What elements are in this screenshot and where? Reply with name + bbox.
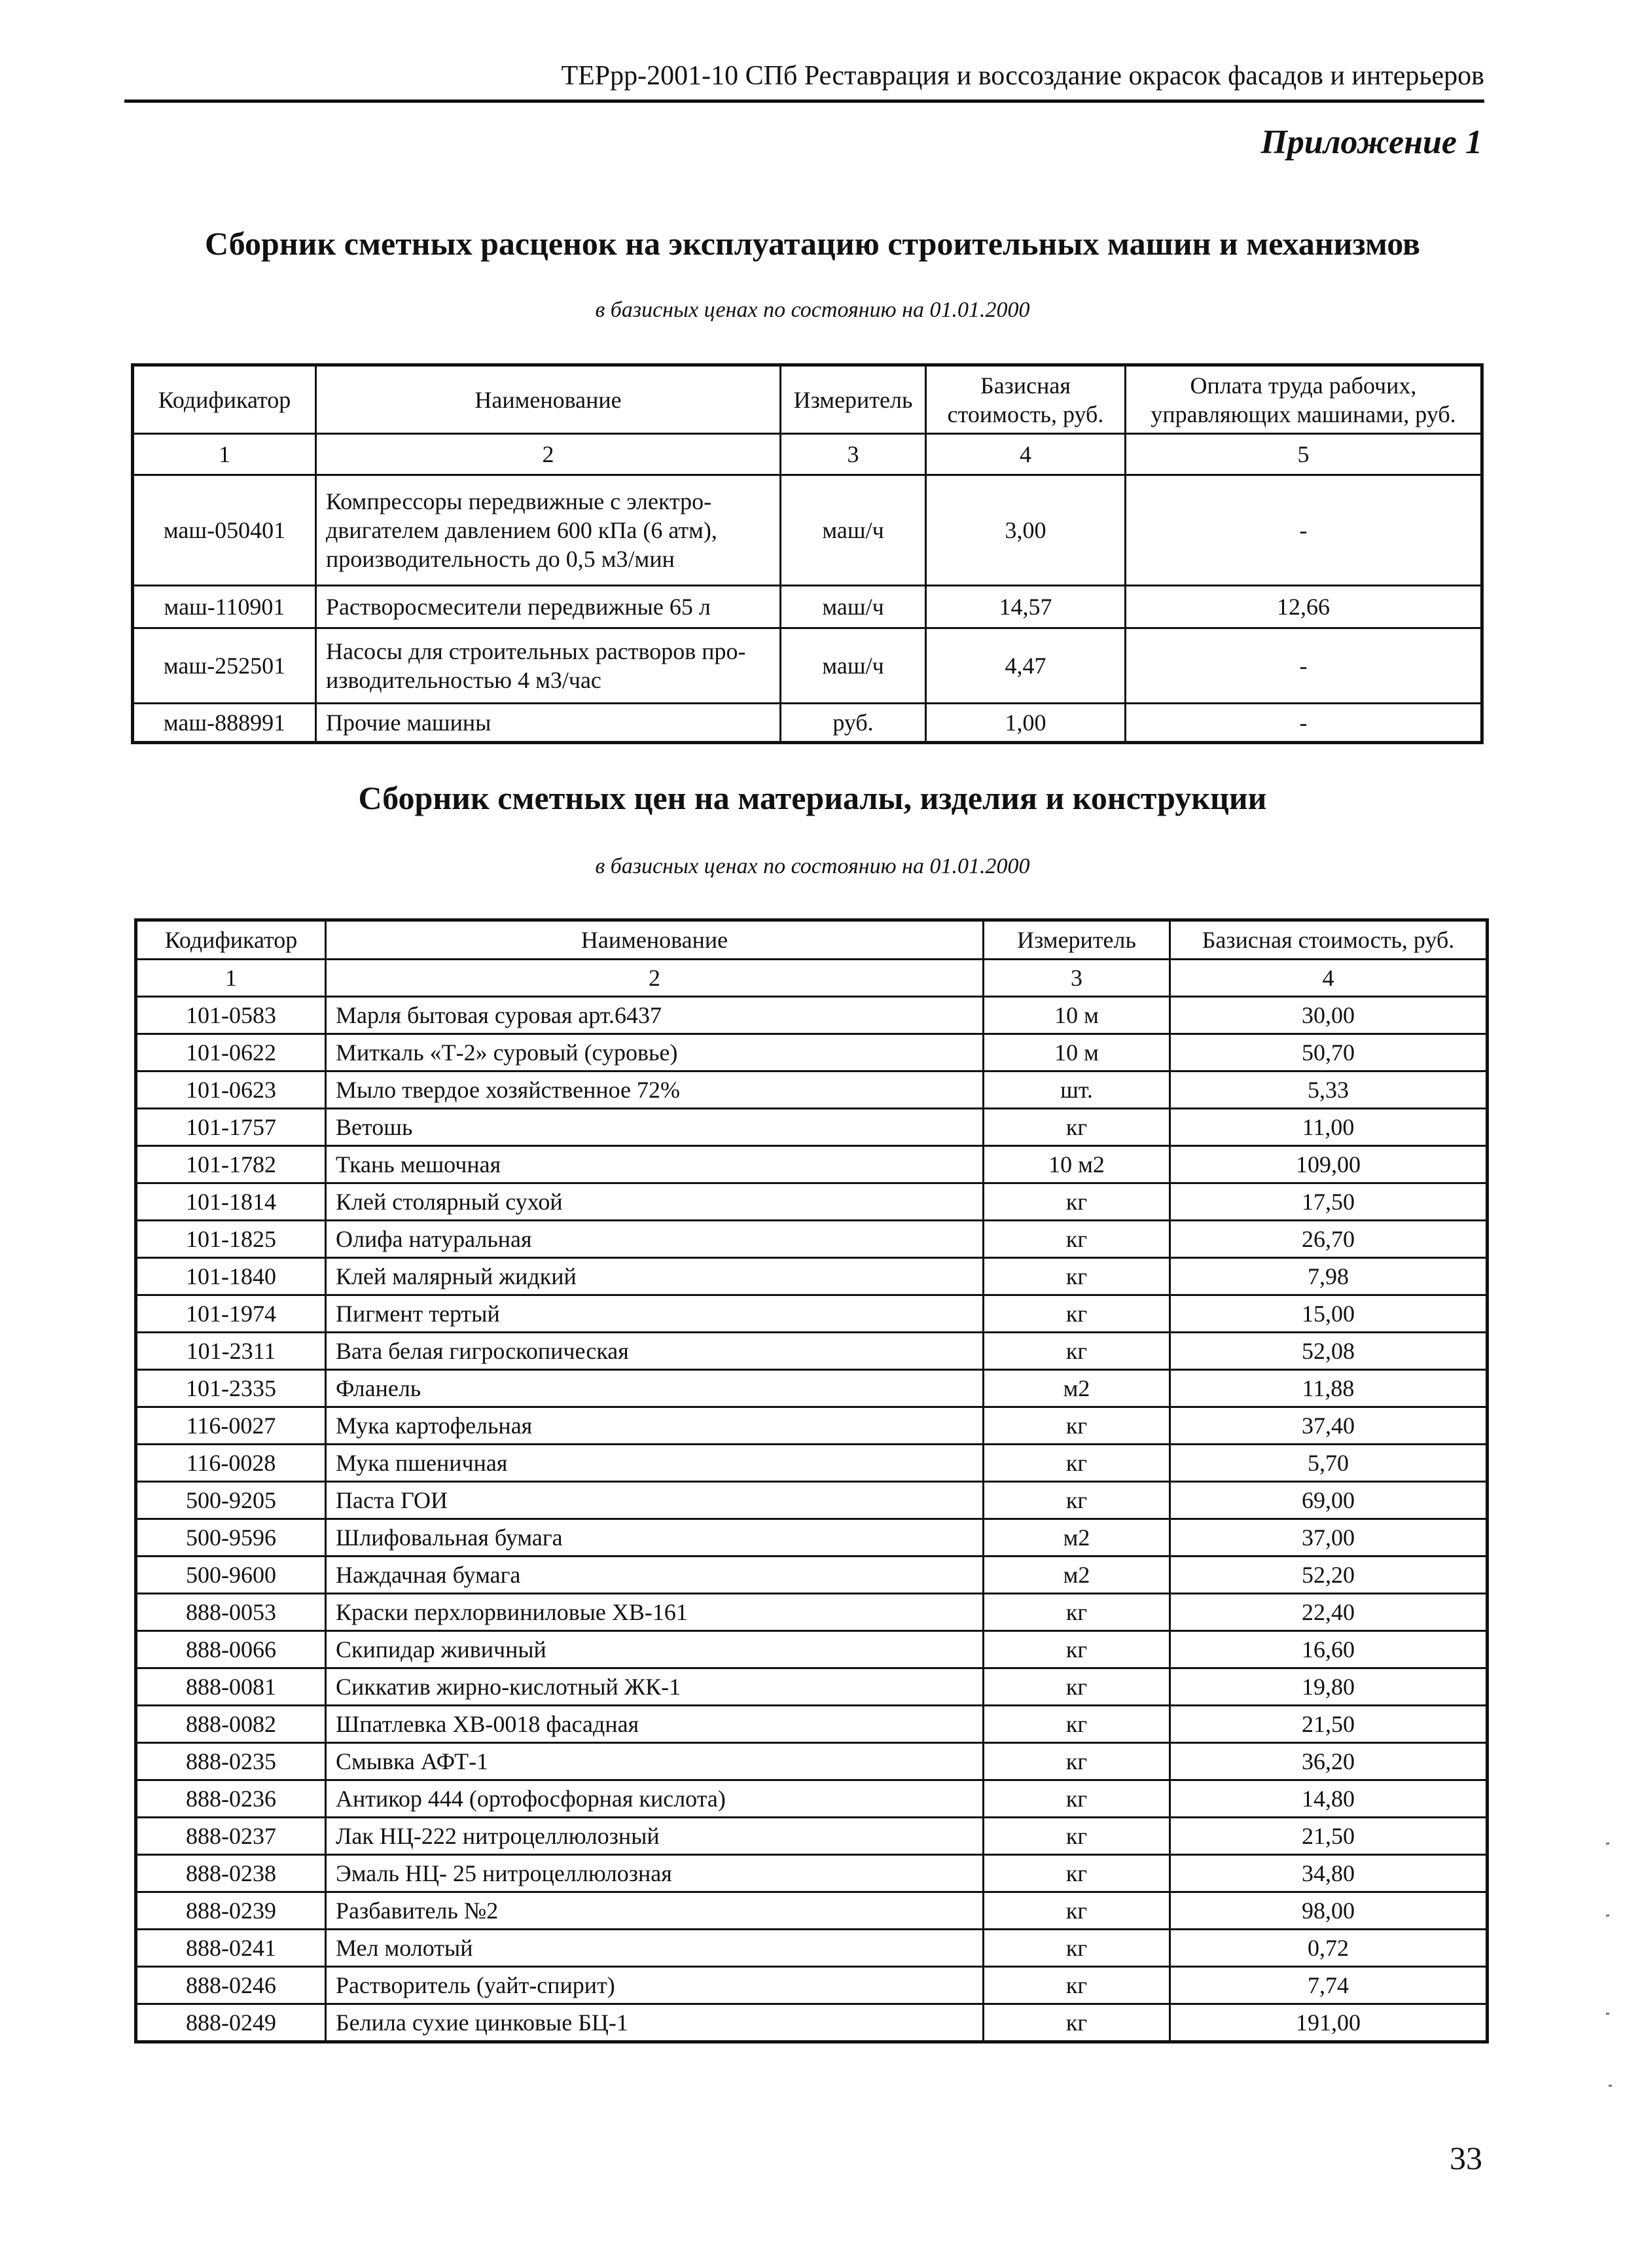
material-code: 888-0066 (136, 1631, 326, 1668)
machines-section-title: Сборник сметных расценок на эксплуатацию строительных машин и механизмов (204, 225, 1420, 262)
material-cost: 5,33 (1170, 1071, 1488, 1109)
material-unit: кг (984, 1743, 1170, 1780)
materials-section-subtitle: в базисных ценах по состоянию на 01.01.2000 (595, 854, 1030, 878)
table-row (136, 1295, 1488, 1333)
material-cost: 37,00 (1170, 1519, 1488, 1557)
material-unit: кг (984, 1333, 1170, 1370)
material-name: Олифа натуральная (326, 1221, 984, 1258)
material-unit: кг (984, 1594, 1170, 1631)
materials-table (134, 918, 1489, 2043)
material-name: Мыло твердое хозяйственное 72% (326, 1071, 984, 1109)
table-row (136, 997, 1488, 1034)
table-row (136, 1967, 1488, 2004)
machines-col-labor-header: Оплата труда рабочих, управляющих машинами, руб. (1126, 365, 1482, 434)
material-code: 101-1840 (136, 1258, 326, 1295)
material-code: 101-0583 (136, 997, 326, 1034)
material-unit: кг (984, 2004, 1170, 2042)
material-cost: 17,50 (1170, 1183, 1488, 1221)
material-unit: кг (984, 1445, 1170, 1482)
material-name: Смывка АФТ-1 (326, 1743, 984, 1780)
header-rule (124, 99, 1484, 103)
material-unit: кг (984, 1295, 1170, 1333)
machine-code: маш-888991 (133, 704, 316, 743)
material-code: 101-0622 (136, 1034, 326, 1071)
material-cost: 15,00 (1170, 1295, 1488, 1333)
table-row (133, 628, 1482, 704)
material-name: Пигмент тертый (326, 1295, 984, 1333)
material-cost: 109,00 (1170, 1146, 1488, 1183)
materials-section-title: Сборник сметных цен на материалы, изделия и конструкции (358, 780, 1267, 816)
material-name: Фланель (326, 1370, 984, 1407)
material-cost: 36,20 (1170, 1743, 1488, 1780)
material-code: 888-0249 (136, 2004, 326, 2042)
material-cost: 21,50 (1170, 1706, 1488, 1743)
table-row (136, 1183, 1488, 1221)
table-row (133, 704, 1482, 743)
material-code: 500-9600 (136, 1557, 326, 1594)
machines-column-number-row (133, 434, 1482, 475)
table-row (136, 1407, 1488, 1445)
material-name: Наждачная бумага (326, 1557, 984, 1594)
material-unit: кг (984, 1892, 1170, 1930)
material-cost: 0,72 (1170, 1930, 1488, 1967)
material-name: Клей столярный сухой (326, 1183, 984, 1221)
material-unit: кг (984, 1258, 1170, 1295)
material-unit: м2 (984, 1557, 1170, 1594)
table-row (136, 1146, 1488, 1183)
material-name: Сиккатив жирно-кислотный ЖК-1 (326, 1668, 984, 1706)
material-unit: кг (984, 1780, 1170, 1818)
materials-table-body (136, 997, 1488, 2042)
material-name: Антикор 444 (ортофосфорная кислота) (326, 1780, 984, 1818)
material-name: Миткаль «Т-2» суровый (суровье) (326, 1034, 984, 1071)
machine-name: Растворосмесители передвижные 65 л (316, 586, 781, 628)
table-row (136, 1706, 1488, 1743)
material-unit: 10 м (984, 1034, 1170, 1071)
material-cost: 22,40 (1170, 1594, 1488, 1631)
table-row (136, 1258, 1488, 1295)
material-cost: 7,74 (1170, 1967, 1488, 2004)
machines-col-cost-header: Базисная стоимость, руб. (926, 365, 1126, 434)
material-unit: 10 м (984, 997, 1170, 1034)
material-code: 888-0235 (136, 1743, 326, 1780)
table-row (136, 2004, 1488, 2042)
material-unit: кг (984, 1109, 1170, 1146)
material-cost: 21,50 (1170, 1818, 1488, 1855)
material-name: Мел молотый (326, 1930, 984, 1967)
table-row (136, 1109, 1488, 1146)
column-number: 4 (1170, 960, 1488, 997)
machines-col-name-header: Наименование (316, 365, 781, 434)
material-code: 888-0236 (136, 1780, 326, 1818)
table-row (136, 1668, 1488, 1706)
table-row (136, 1594, 1488, 1631)
material-unit: 10 м2 (984, 1146, 1170, 1183)
machines-header-row (133, 365, 1482, 434)
material-unit: кг (984, 1407, 1170, 1445)
material-cost: 52,08 (1170, 1333, 1488, 1370)
machine-unit: маш/ч (781, 586, 926, 628)
material-name: Мука пшеничная (326, 1445, 984, 1482)
material-code: 116-0027 (136, 1407, 326, 1445)
table-row (136, 1370, 1488, 1407)
machine-name: Прочие машины (316, 704, 781, 743)
material-code: 888-0081 (136, 1668, 326, 1706)
table-row (136, 1892, 1488, 1930)
material-name: Шпатлевка ХВ-0018 фасадная (326, 1706, 984, 1743)
table-row (136, 1743, 1488, 1780)
column-number: 3 (984, 960, 1170, 997)
material-unit: кг (984, 1818, 1170, 1855)
material-name: Растворитель (уайт-спирит) (326, 1967, 984, 2004)
material-cost: 16,60 (1170, 1631, 1488, 1668)
material-cost: 7,98 (1170, 1258, 1488, 1295)
column-number: 5 (1126, 434, 1482, 475)
machine-name: Насосы для строительных растворов про-изводительностью 4 м3/час (316, 628, 781, 704)
material-cost: 50,70 (1170, 1034, 1488, 1071)
column-number: 1 (133, 434, 316, 475)
machine-code: маш-252501 (133, 628, 316, 704)
material-name: Паста ГОИ (326, 1482, 984, 1519)
material-unit: кг (984, 1930, 1170, 1967)
machine-code: маш-050401 (133, 475, 316, 586)
machine-unit: маш/ч (781, 475, 926, 586)
table-row (136, 1930, 1488, 1967)
scan-speck (1606, 1843, 1609, 1845)
material-name: Разбавитель №2 (326, 1892, 984, 1930)
scan-speck (1606, 2013, 1609, 2015)
material-code: 888-0239 (136, 1892, 326, 1930)
material-unit: м2 (984, 1519, 1170, 1557)
material-cost: 98,00 (1170, 1892, 1488, 1930)
machine-unit: маш/ч (781, 628, 926, 704)
material-cost: 69,00 (1170, 1482, 1488, 1519)
material-name: Ткань мешочная (326, 1146, 984, 1183)
column-number: 2 (316, 434, 781, 475)
material-code: 888-0053 (136, 1594, 326, 1631)
material-unit: кг (984, 1631, 1170, 1668)
material-cost: 19,80 (1170, 1668, 1488, 1706)
machine-labor: - (1126, 704, 1482, 743)
scan-speck (1609, 2085, 1612, 2087)
material-name: Ветошь (326, 1109, 984, 1146)
machine-labor: 12,66 (1126, 586, 1482, 628)
machines-col-unit-header: Измеритель (781, 365, 926, 434)
column-number: 2 (326, 960, 984, 997)
material-name: Шлифовальная бумага (326, 1519, 984, 1557)
material-unit: кг (984, 1967, 1170, 2004)
machine-cost: 4,47 (926, 628, 1126, 704)
material-code: 101-2335 (136, 1370, 326, 1407)
material-unit: кг (984, 1482, 1170, 1519)
material-name: Клей малярный жидкий (326, 1258, 984, 1295)
materials-col-name-header: Наименование (326, 920, 984, 960)
table-row (136, 1071, 1488, 1109)
table-row (136, 1855, 1488, 1892)
material-cost: 26,70 (1170, 1221, 1488, 1258)
material-cost: 11,00 (1170, 1109, 1488, 1146)
material-code: 101-0623 (136, 1071, 326, 1109)
material-unit: кг (984, 1668, 1170, 1706)
material-cost: 5,70 (1170, 1445, 1488, 1482)
material-name: Лак НЦ-222 нитроцеллюлозный (326, 1818, 984, 1855)
page-number: 33 (1450, 2140, 1482, 2176)
material-cost: 52,20 (1170, 1557, 1488, 1594)
machine-cost: 3,00 (926, 475, 1126, 586)
table-row (136, 1631, 1488, 1668)
table-row (136, 1333, 1488, 1370)
column-number: 1 (136, 960, 326, 997)
material-code: 888-0246 (136, 1967, 326, 2004)
machine-labor: - (1126, 628, 1482, 704)
machines-table (131, 363, 1484, 744)
material-code: 101-1825 (136, 1221, 326, 1258)
material-code: 888-0238 (136, 1855, 326, 1892)
material-cost: 191,00 (1170, 2004, 1488, 2042)
material-code: 101-2311 (136, 1333, 326, 1370)
table-row (136, 1482, 1488, 1519)
machine-name: Компрессоры передвижные с электро-двигателем давлением 600 кПа (6 атм), производительность до 0,5 м3/мин (316, 475, 781, 586)
column-number: 4 (926, 434, 1126, 475)
table-row (136, 1557, 1488, 1594)
material-unit: кг (984, 1855, 1170, 1892)
column-number: 3 (781, 434, 926, 475)
appendix-label: Приложение 1 (1260, 124, 1482, 161)
machine-labor: - (1126, 475, 1482, 586)
table-row (136, 1780, 1488, 1818)
material-name: Белила сухие цинковые БЦ-1 (326, 2004, 984, 2042)
material-name: Эмаль НЦ- 25 нитроцеллюлозная (326, 1855, 984, 1892)
machine-unit: руб. (781, 704, 926, 743)
table-row (136, 1221, 1488, 1258)
material-cost: 37,40 (1170, 1407, 1488, 1445)
material-cost: 30,00 (1170, 997, 1488, 1034)
material-name: Мука картофельная (326, 1407, 984, 1445)
material-unit: кг (984, 1706, 1170, 1743)
materials-column-number-row (136, 960, 1488, 997)
material-unit: кг (984, 1183, 1170, 1221)
table-row (136, 1445, 1488, 1482)
material-name: Скипидар живичный (326, 1631, 984, 1668)
table-row (136, 1034, 1488, 1071)
material-code: 101-1974 (136, 1295, 326, 1333)
material-code: 116-0028 (136, 1445, 326, 1482)
material-code: 888-0237 (136, 1818, 326, 1855)
running-header: ТЕРрр-2001-10 СПб Реставрация и воссоздание окрасок фасадов и интерьеров (561, 61, 1484, 91)
materials-header-row (136, 920, 1488, 960)
machines-col-code-header: Кодификатор (133, 365, 316, 434)
material-code: 101-1757 (136, 1109, 326, 1146)
table-row (136, 1519, 1488, 1557)
materials-col-unit-header: Измеритель (984, 920, 1170, 960)
material-name: Краски перхлорвиниловые ХВ-161 (326, 1594, 984, 1631)
machines-section-subtitle: в базисных ценах по состоянию на 01.01.2000 (595, 298, 1030, 322)
material-cost: 11,88 (1170, 1370, 1488, 1407)
material-code: 101-1814 (136, 1183, 326, 1221)
material-cost: 14,80 (1170, 1780, 1488, 1818)
material-unit: кг (984, 1221, 1170, 1258)
material-code: 500-9205 (136, 1482, 326, 1519)
material-code: 101-1782 (136, 1146, 326, 1183)
material-unit: шт. (984, 1071, 1170, 1109)
table-row (133, 475, 1482, 586)
machine-cost: 1,00 (926, 704, 1126, 743)
table-row (136, 1818, 1488, 1855)
machine-cost: 14,57 (926, 586, 1126, 628)
machine-code: маш-110901 (133, 586, 316, 628)
material-code: 888-0082 (136, 1706, 326, 1743)
materials-col-cost-header: Базисная стоимость, руб. (1170, 920, 1488, 960)
material-code: 888-0241 (136, 1930, 326, 1967)
materials-col-code-header: Кодификатор (136, 920, 326, 960)
table-row (133, 586, 1482, 628)
material-cost: 34,80 (1170, 1855, 1488, 1892)
scan-speck (1606, 1915, 1609, 1917)
material-name: Марля бытовая суровая арт.6437 (326, 997, 984, 1034)
material-code: 500-9596 (136, 1519, 326, 1557)
material-unit: м2 (984, 1370, 1170, 1407)
material-name: Вата белая гигроскопическая (326, 1333, 984, 1370)
